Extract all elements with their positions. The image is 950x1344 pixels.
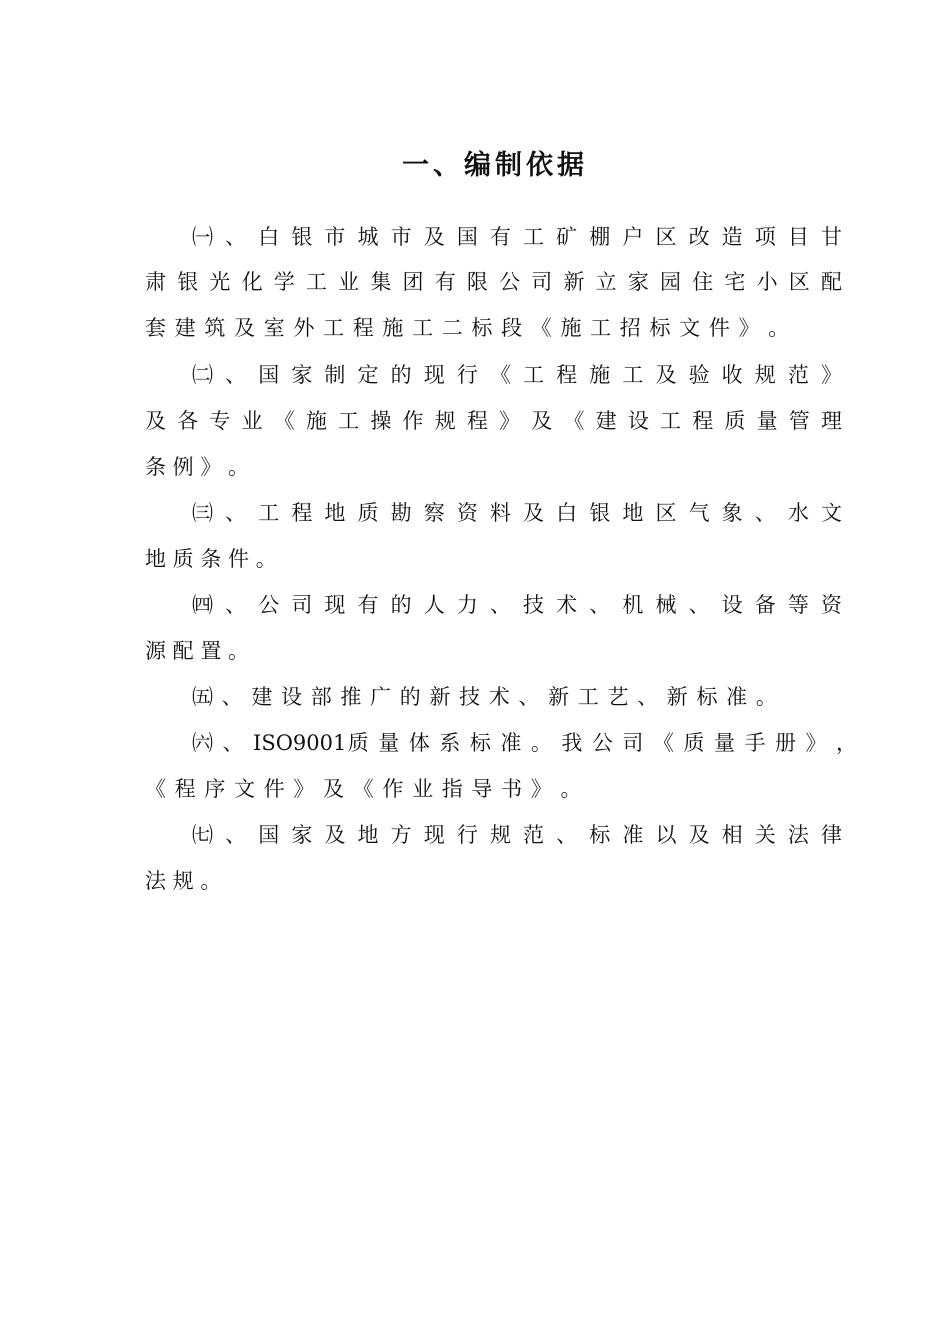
basis-4-line-1: ㈣ 、 公 司 现 有 的 人 力 、 技 术 、 机 械 、 设 备 等 资 <box>192 593 842 617</box>
basis-5-line-1: ㈤ 、 建 设 部 推 广 的 新 技 术 、 新 工 艺 、 新 标 准 。 <box>192 685 778 709</box>
basis-4-line-2: 源 配 置 。 <box>145 639 250 663</box>
basis-3-line-2: 地 质 条 件 。 <box>145 547 277 571</box>
basis-7-line-1: ㈦ 、 国 家 及 地 方 现 行 规 范 、 标 准 以 及 相 关 法 律 <box>192 823 842 847</box>
basis-1-line-3: 套 建 筑 及 室 外 工 程 施 工 二 标 段 《 施 工 招 标 文 件 》 。 <box>145 316 791 340</box>
basis-6-line-2: 《 程 序 文 件 》 及 《 作 业 指 导 书 》 。 <box>145 777 583 801</box>
basis-1-line-2: 肃 银 光 化 学 工 业 集 团 有 限 公 司 新 立 家 园 住 宅 小 区 配 <box>145 270 842 294</box>
page-title: 一、编制依据 <box>402 150 588 181</box>
basis-2-line-1: ㈡ 、 国 家 制 定 的 现 行 《 工 程 施 工 及 验 收 规 范 》 <box>192 363 842 387</box>
basis-7-line-2: 法 规 。 <box>145 869 222 893</box>
basis-1-line-1: ㈠ 、 白 银 市 城 市 及 国 有 工 矿 棚 户 区 改 造 项 目 甘 <box>192 225 842 249</box>
basis-2-line-2: 及 各 专 业 《 施 工 操 作 规 程 》 及 《 建 设 工 程 质 量 管 理 <box>145 409 842 433</box>
basis-6-line-1: ㈥ 、 ISO9001质 量 体 系 标 准 。 我 公 司 《 质 量 手 册 》 ， <box>192 731 857 755</box>
basis-2-line-3: 条 例 》 。 <box>145 455 250 479</box>
basis-3-line-1: ㈢ 、 工 程 地 质 勘 察 资 料 及 白 银 地 区 气 象 、 水 文 <box>192 501 842 525</box>
